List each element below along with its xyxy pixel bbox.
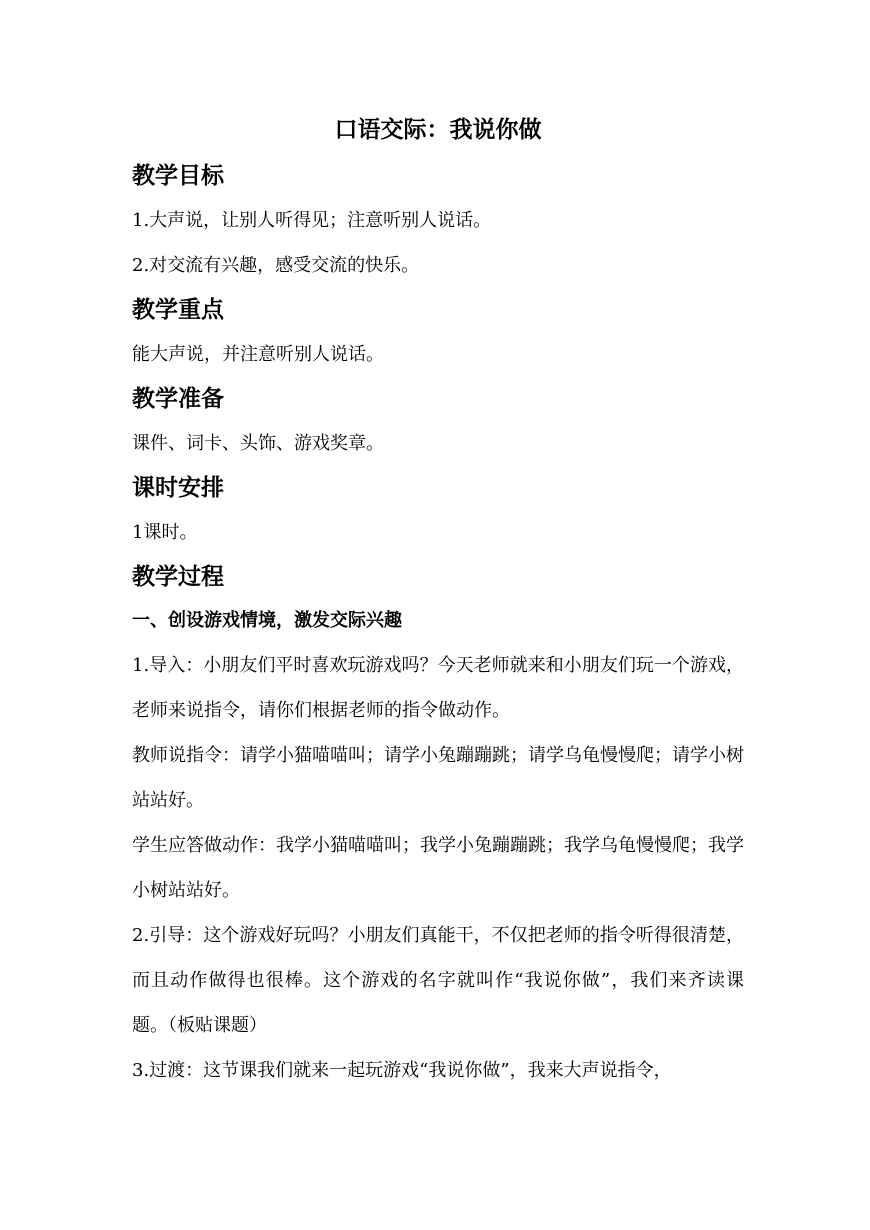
paragraph: 教师说指令：请学小猫喵喵叫；请学小兔蹦蹦跳；请学乌龟慢慢爬；请学小树站站好。	[132, 745, 744, 811]
goal-item: 2.对交流有兴趣，感受交流的快乐。	[132, 255, 420, 276]
document-page	[132, 110, 744, 1093]
prep-heading: 教学准备	[132, 385, 224, 412]
focus-text: 能大声说，并注意听别人说话。	[132, 344, 384, 365]
time-heading: 课时安排	[132, 474, 224, 501]
goal-item: 1.大声说，让别人听得见；注意听别人说话。	[132, 210, 492, 231]
part1-heading: 一、创设游戏情境，激发交际兴趣	[132, 610, 402, 631]
focus-heading: 教学重点	[132, 296, 224, 323]
paragraph: 2.引导：这个游戏好玩吗？小朋友们真能干，不仅把老师的指令听得很清楚，而且动作做得也很棒。这个游戏的名字就叫作“我说你做”，我们来齐读课题。（板贴课题）	[132, 925, 744, 1036]
prep-text: 课件、词卡、头饰、游戏奖章。	[132, 433, 384, 454]
paragraph: 3.过渡：这节课我们就来一起玩游戏“我说你做”，我来大声说指令，	[132, 1060, 672, 1081]
document-title: 口语交际：我说你做	[334, 116, 542, 143]
process-heading: 教学过程	[132, 563, 224, 590]
paragraph: 1.导入：小朋友们平时喜欢玩游戏吗？今天老师就来和小朋友们玩一个游戏，老师来说指令，请你们根据老师的指令做动作。	[132, 655, 744, 721]
time-text: 1课时。	[132, 522, 198, 543]
goals-heading: 教学目标	[132, 162, 224, 189]
paragraph: 学生应答做动作：我学小猫喵喵叫；我学小兔蹦蹦跳；我学乌龟慢慢爬；我学小树站站好。	[132, 835, 744, 901]
